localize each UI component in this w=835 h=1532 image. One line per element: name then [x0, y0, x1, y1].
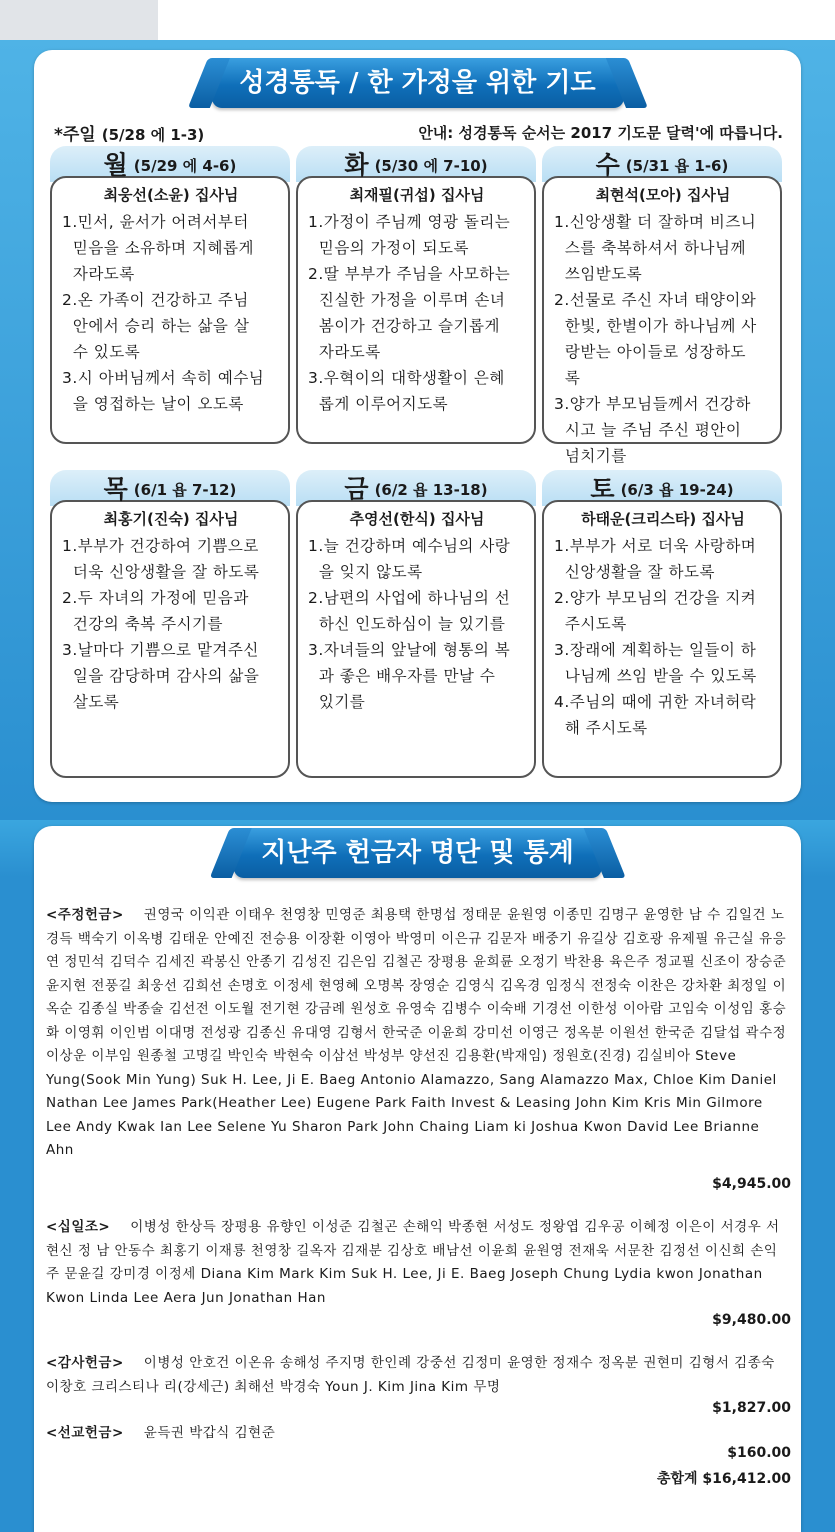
prayer-line: 진실한 가정을 이루며 손녀 — [308, 291, 506, 309]
day-reading-ref: (5/31 욥 1-6) — [625, 156, 729, 175]
day-body — [50, 176, 290, 444]
prayer-line: 나님께 쓰임 받을 수 있도록 — [554, 667, 757, 685]
prayer-line: 살도록 — [62, 693, 120, 711]
prayer-line: 봄이가 건강하고 슬기롭게 — [308, 317, 500, 335]
prayer-line: 랑받는 아이들로 성장하도 — [554, 343, 746, 361]
prayer-line: 1.부부가 서로 더욱 사랑하며 — [554, 537, 757, 555]
day-name: 목 — [103, 474, 128, 504]
prayer-line: 2.딸 부부가 주님을 사모하는 — [308, 265, 511, 283]
prayer-list — [554, 209, 772, 469]
prayer-line: 을 영접하는 날이 오도록 — [62, 395, 244, 413]
prayer-line: 1.가정이 주님께 영광 돌리는 — [308, 213, 511, 231]
prayer-line: 해 주시도록 — [554, 719, 648, 737]
prayer-line: 3.날마다 기쁨으로 맡겨주신 — [62, 641, 259, 659]
prayer-line: 1.늘 건강하며 예수님의 사랑 — [308, 537, 511, 555]
prayer-line: 롭게 이루어지도록 — [308, 395, 449, 413]
prayer-line: 2.남편의 사업에 하나님의 선 — [308, 589, 511, 607]
prayer-line: 쓰임받도록 — [554, 265, 643, 283]
prayer-line: 더욱 신앙생활을 잘 하도록 — [62, 563, 260, 581]
day-body — [296, 176, 536, 444]
mission-label: <선교헌금> — [46, 1425, 124, 1441]
prayer-line: 1.부부가 건강하여 기쁨으로 — [62, 537, 259, 555]
ten-section — [46, 1216, 790, 1310]
prayer-line: 3.우혁이의 대학생활이 은혜 — [308, 369, 505, 387]
prayer-line: 3.시 아버님께서 속히 예수님 — [62, 369, 265, 387]
prayer-line: 1.민서, 윤서가 어려서부터 — [62, 213, 249, 231]
day-body — [296, 500, 536, 778]
deacon-name: 최웅선(소윤) 집사님 — [103, 186, 239, 204]
day-card — [50, 146, 290, 444]
sunday-ref: (5/28 에 1-3) — [101, 126, 205, 144]
prayer-line: 자라도록 — [62, 265, 135, 283]
prayer-line: 자라도록 — [308, 343, 381, 361]
day-name: 토 — [590, 474, 615, 504]
prayer-line: 일을 감당하며 감사의 삶을 — [62, 667, 260, 685]
deacon-name: 최현석(모아) 집사님 — [595, 186, 731, 204]
prayer-line: 3.자녀들의 앞날에 형통의 복 — [308, 641, 511, 659]
prayer-line: 2.온 가족이 건강하고 주님 — [62, 291, 249, 309]
thanks-names: 이병성 안호건 이온유 송해성 주지명 한인례 강중선 김정미 윤영한 정재수 정옥분 권현미 김형서 김종숙 이창호 크리스티나 리(강세근) 최해선 박경숙 Youn J. Kim Jina Kim 무명 — [46, 1355, 775, 1395]
prayer-line: 한빛, 한별이가 하나님께 사 — [554, 317, 757, 335]
prayer-line: 4.주님의 때에 귀한 자녀허락 — [554, 693, 757, 711]
prayer-line: 하신 인도하심이 늘 있기를 — [308, 615, 506, 633]
day-card — [296, 470, 536, 778]
day-body — [50, 500, 290, 778]
prayer-line: 3.양가 부모님들께서 건강하 — [554, 395, 751, 413]
thanks-section — [46, 1352, 790, 1399]
prayer-line: 믿음을 소유하며 지혜롭게 — [62, 239, 254, 257]
prayer-line: 믿음의 가정이 되도록 — [308, 239, 469, 257]
prayer-line: 안에서 승리 하는 삶을 살 — [62, 317, 250, 335]
offering-title: 지난주 헌금자 명단 및 통계 — [233, 828, 601, 878]
prayer-list — [62, 209, 280, 417]
day-body — [542, 500, 782, 778]
deacon-name: 최홍기(진숙) 집사님 — [103, 510, 239, 528]
day-reading-ref: (6/1 욥 7-12) — [133, 480, 237, 499]
prayer-line: 있기를 — [308, 693, 366, 711]
prayer-line: 넘치기를 — [554, 447, 627, 465]
day-card — [542, 470, 782, 778]
day-name: 금 — [344, 474, 369, 504]
day-name: 화 — [344, 150, 369, 180]
thanks-label: <감사헌금> — [46, 1355, 124, 1371]
deacon-name: 최재필(귀섭) 집사님 — [349, 186, 485, 204]
tithe-section — [46, 904, 790, 1163]
prayer-line: 과 좋은 배우자를 만날 수 — [308, 667, 496, 685]
day-card — [50, 470, 290, 778]
prayer-line: 2.양가 부모님의 건강을 지켜 — [554, 589, 757, 607]
day-name: 월 — [103, 150, 128, 180]
mission-names: 윤득권 박갑식 김현준 — [143, 1425, 276, 1441]
sunday-label: *주일 — [54, 125, 96, 145]
prayer-line: 신앙생활을 잘 하도록 — [554, 563, 715, 581]
day-reading-ref: (5/29 에 4-6) — [133, 156, 237, 175]
prayer-line: 시고 늘 주님 주신 평안이 — [554, 421, 742, 439]
mission-amount: $160.00 — [727, 1445, 791, 1461]
ten-amount: $9,480.00 — [712, 1312, 791, 1328]
sunday-reading — [54, 120, 204, 145]
prayer-line: 을 잊지 않도록 — [308, 563, 423, 581]
day-card — [296, 146, 536, 444]
tithe-amount: $4,945.00 — [712, 1176, 791, 1192]
day-body — [542, 176, 782, 465]
day-reading-ref: (6/2 욥 13-18) — [374, 480, 488, 499]
ten-label: <십일조> — [46, 1219, 111, 1235]
total-amount: 총합계 $16,412.00 — [656, 1471, 791, 1487]
prayer-line: 2.두 자녀의 가정에 믿음과 — [62, 589, 249, 607]
prayer-line: 록 — [554, 369, 581, 387]
reading-notice: 안내: 성경통독 순서는 2017 기도문 달력'에 따릅니다. — [418, 124, 783, 142]
day-reading-ref: (6/3 욥 19-24) — [620, 480, 734, 499]
prayer-line: 주시도록 — [554, 615, 627, 633]
deacon-name: 추영선(한식) 집사님 — [349, 510, 485, 528]
offering-panel — [34, 826, 801, 1532]
prayer-line: 2.선물로 주신 자녀 태양이와 — [554, 291, 757, 309]
prayer-line: 수 있도록 — [62, 343, 141, 361]
prayer-list — [62, 533, 280, 715]
tithe-names: 권영국 이익관 이태우 천영창 민영준 최용택 한명섭 정태문 윤원영 이종민 김명구 윤영한 남 수 김일건 노경득 백숙기 이옥병 김태운 안예진 전승용 이장환 이영아 박영미 이은규 김문자 배중기 유길상 김호광 유제필 유근실 유응연 정민석 김덕수 김세진 곽봉신 안종기 김성진 김은임 김철곤 장평용 윤희륜 오정기 박찬용 육은주 정교필 신조이 장승준 윤지현 전풍길 최웅선 김희선 손명호 이정세 현영혜 오명복 장영순 김영식 김옥경 임정식 전정숙 이찬은 강차환 최정일 이옥순 김종실 박종술 김선전 이도월 전기현 강금례 원성호 유영숙 김병수 이숙배 기경선 이한성 이아람 고임숙 이성임 홍승화 이영휘 이인범 이대명 전성광 김종신 유대영 김형서 한국준 이윤희 강미선 이영근 정옥분 이원선 한국준 김달섭 곽수정 이상운 이부임 원종철 고명길 박인숙 박현숙 이삼선 박성부 양선진 김용환(박재임) 정원호(진경) 김실비아 Steve Yung(Sook Min Yung) Suk H. Lee, Ji E. Baeg Antonio Alamazzo, Sang Alamazzo Max, Chloe Kim Daniel Nathan Lee James Park(Heather Lee) Eugene Park Faith Invest & Leasing John Kim Kris Min Gilmore Lee Andy Kwak Ian Lee Selene Yu Sharon Park John Chaing Liam ki Joshua Kwon David Lee Brianne Ahn — [46, 907, 787, 1158]
bible-title: 성경통독 / 한 가정을 위한 기도 — [211, 58, 623, 108]
tithe-label: <주정헌금> — [46, 907, 124, 923]
ten-names: 이병성 한상득 장평용 유향인 이성준 김철곤 손해익 박종현 서성도 정왕엽 김우공 이혜정 이은이 서경우 서현신 정 남 안동수 최홍기 이재룡 천영창 길옥자 김재분 김상호 배남선 이윤희 윤원영 전재욱 서문찬 김정선 이신희 손익주 문윤길 강미경 이정세 Diana Kim Mark Kim Suk H. Lee, Ji E. Baeg Joseph Chung Lydia kwon Jonathan Kwon Linda Lee Aera Jun Jonathan Han — [46, 1219, 780, 1306]
day-reading-ref: (5/30 에 7-10) — [374, 156, 488, 175]
prayer-list — [308, 209, 526, 417]
prayer-line: 건강의 축복 주시기를 — [62, 615, 223, 633]
prayer-list — [554, 533, 772, 741]
prayer-line: 스를 축복하셔서 하나님께 — [554, 239, 746, 257]
deacon-name: 하태운(크리스타) 집사님 — [581, 510, 745, 528]
thanks-amount: $1,827.00 — [712, 1400, 791, 1416]
prayer-list — [308, 533, 526, 715]
day-card — [542, 146, 782, 465]
prayer-line: 1.신앙생활 더 잘하며 비즈니 — [554, 213, 757, 231]
bible-reading-panel — [34, 50, 801, 802]
mission-section — [46, 1422, 790, 1446]
prayer-line: 3.장래에 계획하는 일들이 하 — [554, 641, 757, 659]
day-name: 수 — [595, 150, 620, 180]
